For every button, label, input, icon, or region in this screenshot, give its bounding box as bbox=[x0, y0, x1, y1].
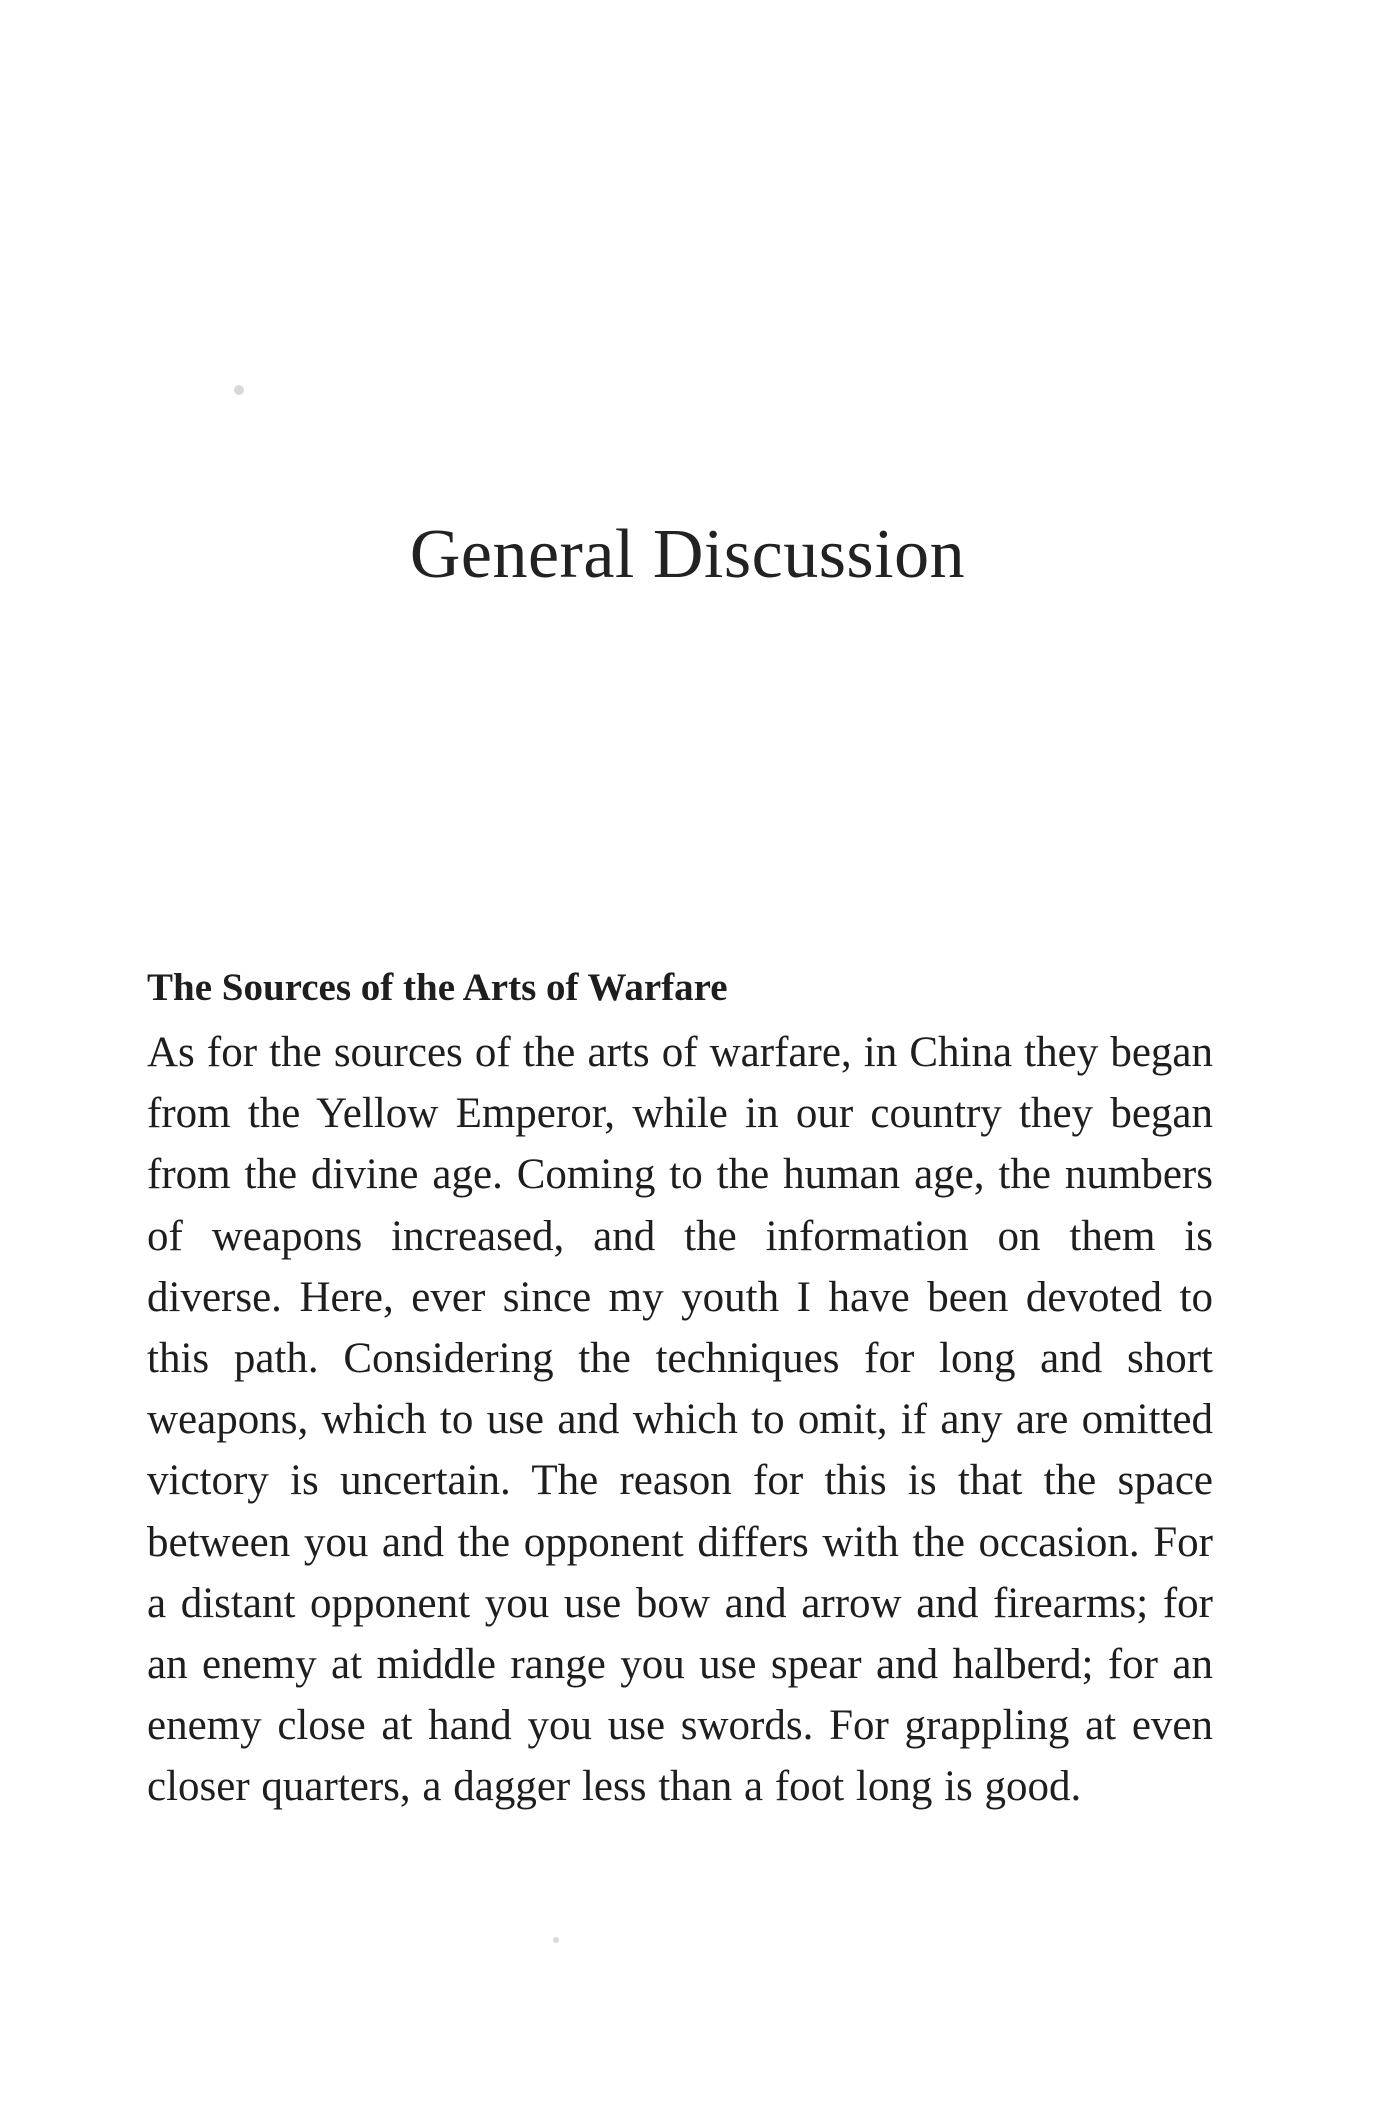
section-heading: The Sources of the Arts of Warfare bbox=[147, 966, 728, 1009]
body-paragraph: As for the sources of the arts of warfare, in China they began from the Yellow Emperor, while in our country they began from the divine age. Coming to the human age, the numbers of weapons increased, and the information on them is diverse. Here, ever since my youth I have been devoted to this path. Considering the techniques for long and short weapons, which to use and which to omit, if any are omitted victory is uncertain. The reason for this is that the space between you and the opponent differs with the occasion. For a distant opponent you use bow and arrow and firearms; for an enemy at middle range you use spear and halberd; for an enemy close at hand you use swords. For grappling at even closer quarters, a dagger less than a foot long is good. bbox=[147, 1029, 1213, 1811]
paper-speck bbox=[553, 1937, 559, 1943]
chapter-title: General Discussion bbox=[409, 516, 966, 593]
section bbox=[147, 960, 1213, 1818]
paper-speck bbox=[234, 385, 244, 395]
